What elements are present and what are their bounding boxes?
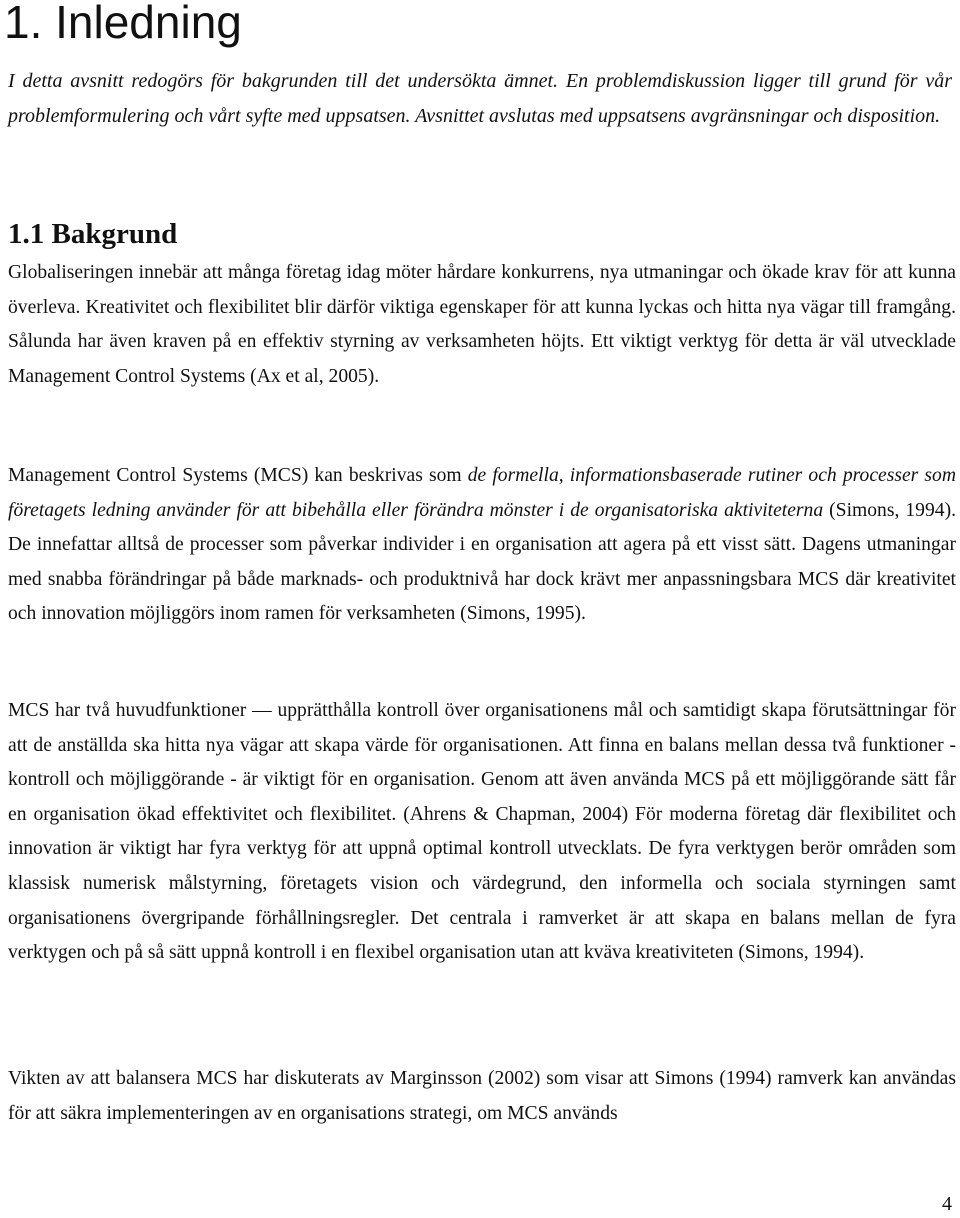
- paragraph-text: Management Control Systems (MCS) kan beskrivas som: [8, 465, 468, 486]
- paragraph-mcs-definition: [8, 459, 956, 632]
- paragraph-balancing-mcs: Vikten av att balansera MCS har diskuterats av Marginsson (2002) som visar att Simons (1994) ramverk kan användas för att säkra implementeringen av en organisations strategi, om MCS används: [8, 1068, 956, 1124]
- definition-quote: de formella, informationsbaserade rutiner och processer som företagets ledning använder för att bibehålla eller förändra mönster i de organisatoriska aktiviteterna: [8, 465, 956, 521]
- page-number: 4: [942, 1193, 952, 1215]
- section-title: 1.1 Bakgrund: [8, 218, 178, 250]
- paragraph-text: (Simons, 1994). De innefattar alltså de processer som påverkar individer i en organisation att agera på ett visst sätt. Dagens utmaningar med snabba förändringar på både marknads- och produktnivå har dock krävt mer anpassningsbara MCS där kreativitet och innovation möjliggörs inom ramen för verksamheten (Simons, 1995).: [8, 499, 956, 625]
- paragraph-background: Globaliseringen innebär att många företag idag möter hårdare konkurrens, nya utmaningar och ökade krav för att kunna överleva. Kreativitet och flexibilitet blir därför viktiga egenskaper för att kunna lyckas och hitta nya vägar till framgång. Sålunda har även kraven på en effektiv styrning av verksamheten höjts. Ett viktigt verktyg för detta är väl utvecklade Management Control Systems (Ax et al, 2005).: [8, 262, 956, 387]
- chapter-intro: I detta avsnitt redogörs för bakgrunden till det undersökta ämnet. En problemdiskussion ligger till grund för vår problemformulering och vårt syfte med uppsatsen. Avsnittet avslutas med uppsatsens avgränsningar och disposition.: [8, 70, 952, 127]
- chapter-title: 1. Inledning: [4, 0, 242, 48]
- paragraph-mcs-functions: MCS har två huvudfunktioner — upprätthålla kontroll över organisationens mål och samtidigt skapa förutsättningar för att de anställda ska hitta nya vägar att skapa värde för organisationen. Att finna en balans mellan dessa två funktioner - kontroll och möjliggörande - är viktigt för en organisation. Genom att även använda MCS på ett möjliggörande sätt får en organisation ökad effektivitet och flexibilitet. (Ahrens & Chapman, 2004) För moderna företag där flexibilitet och innovation är viktigt har fyra verktyg för att uppnå optimal kontroll utvecklats. De fyra verktygen berör områden som klassisk numerisk målstyrning, företagets vision och värdegrund, den informella och sociala styrningen samt organisationens övergripande förhållningsregler. Det centrala i ramverket är att skapa en balans mellan de fyra verktygen och på så sätt uppnå kontroll i en flexibel organisation utan att kväva kreativiteten (Simons, 1994).: [8, 700, 956, 964]
